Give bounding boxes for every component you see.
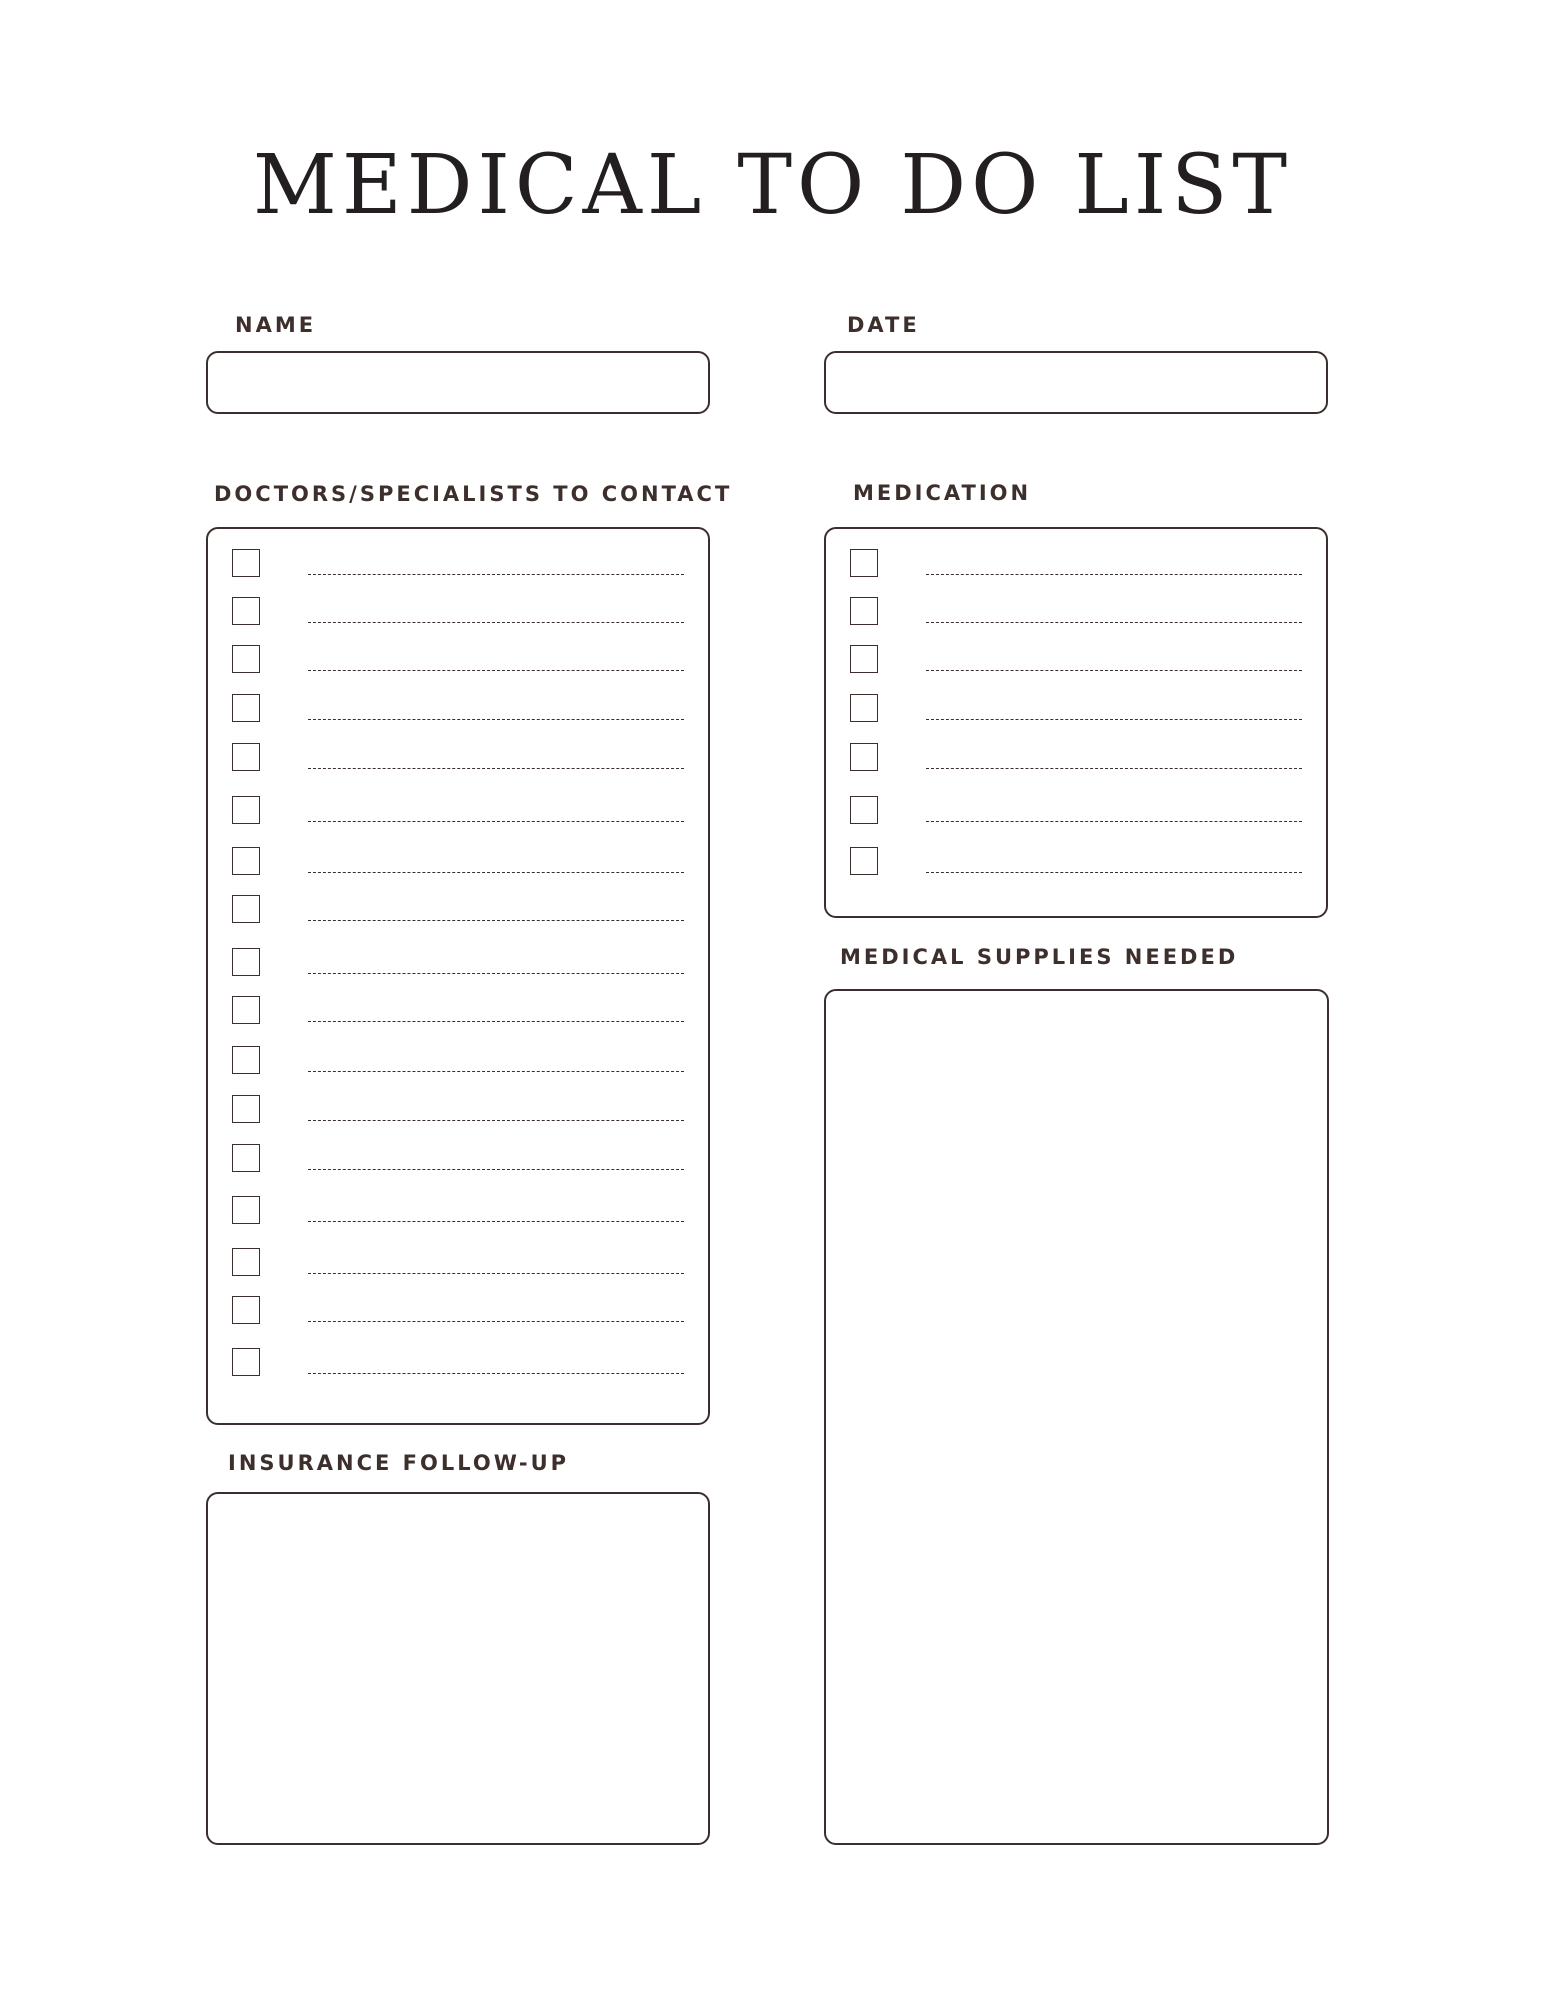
doctor-item-write-line[interactable] — [308, 872, 684, 873]
doctor-item-row — [208, 549, 708, 581]
doctor-item-checkbox[interactable] — [232, 1046, 260, 1074]
name-label: NAME — [235, 313, 317, 337]
doctor-item-write-line[interactable] — [308, 1120, 684, 1121]
doctor-item-row — [208, 796, 708, 828]
doctor-item-write-line[interactable] — [308, 973, 684, 974]
doctor-item-write-line[interactable] — [308, 622, 684, 623]
name-field[interactable] — [206, 351, 710, 414]
doctor-item-checkbox[interactable] — [232, 1296, 260, 1324]
doctor-item-row — [208, 597, 708, 629]
medication-item-checkbox[interactable] — [850, 743, 878, 771]
medication-item-checkbox[interactable] — [850, 796, 878, 824]
doctor-item-write-line[interactable] — [308, 821, 684, 822]
doctor-item-checkbox[interactable] — [232, 996, 260, 1024]
doctor-item-row — [208, 1348, 708, 1380]
medication-item-checkbox[interactable] — [850, 597, 878, 625]
doctor-item-row — [208, 1196, 708, 1228]
doctor-item-checkbox[interactable] — [232, 1348, 260, 1376]
doctor-item-write-line[interactable] — [308, 670, 684, 671]
doctor-item-write-line[interactable] — [308, 1021, 684, 1022]
doctor-item-write-line[interactable] — [308, 1071, 684, 1072]
medication-item-write-line[interactable] — [926, 821, 1302, 822]
doctor-item-row — [208, 996, 708, 1028]
medication-item-row — [826, 847, 1326, 879]
medication-item-write-line[interactable] — [926, 872, 1302, 873]
doctor-item-checkbox[interactable] — [232, 597, 260, 625]
doctor-item-row — [208, 1296, 708, 1328]
medication-item-checkbox[interactable] — [850, 847, 878, 875]
doctor-item-checkbox[interactable] — [232, 743, 260, 771]
doctor-item-checkbox[interactable] — [232, 1196, 260, 1224]
medication-item-checkbox[interactable] — [850, 645, 878, 673]
doctor-item-checkbox[interactable] — [232, 1095, 260, 1123]
doctor-item-checkbox[interactable] — [232, 1248, 260, 1276]
doctor-item-row — [208, 1095, 708, 1127]
doctor-item-row — [208, 895, 708, 927]
medication-item-row — [826, 796, 1326, 828]
medication-item-checkbox[interactable] — [850, 694, 878, 722]
doctor-item-checkbox[interactable] — [232, 645, 260, 673]
medication-item-write-line[interactable] — [926, 622, 1302, 623]
medication-item-checkbox[interactable] — [850, 549, 878, 577]
doctor-item-row — [208, 1248, 708, 1280]
medication-item-write-line[interactable] — [926, 670, 1302, 671]
medication-item-write-line[interactable] — [926, 574, 1302, 575]
doctor-item-row — [208, 645, 708, 677]
medication-item-row — [826, 597, 1326, 629]
doctor-item-row — [208, 694, 708, 726]
medication-item-row — [826, 645, 1326, 677]
page-title: MEDICAL TO DO LIST — [252, 138, 1293, 233]
medication-item-row — [826, 694, 1326, 726]
doctors-checklist-box — [206, 527, 710, 1425]
doctor-item-checkbox[interactable] — [232, 694, 260, 722]
doctor-item-checkbox[interactable] — [232, 895, 260, 923]
doctor-item-row — [208, 847, 708, 879]
medication-section-label: MEDICATION — [853, 481, 1032, 505]
doctor-item-checkbox[interactable] — [232, 1144, 260, 1172]
insurance-section-label: INSURANCE FOLLOW-UP — [228, 1451, 570, 1475]
doctor-item-write-line[interactable] — [308, 719, 684, 720]
doctor-item-write-line[interactable] — [308, 768, 684, 769]
doctor-item-write-line[interactable] — [308, 1321, 684, 1322]
date-field[interactable] — [824, 351, 1328, 414]
doctor-item-row — [208, 948, 708, 980]
doctor-item-write-line[interactable] — [308, 920, 684, 921]
doctor-item-checkbox[interactable] — [232, 796, 260, 824]
doctor-item-checkbox[interactable] — [232, 948, 260, 976]
doctor-item-row — [208, 1144, 708, 1176]
date-label: DATE — [847, 313, 920, 337]
medication-checklist-box — [824, 527, 1328, 918]
doctor-item-write-line[interactable] — [308, 1169, 684, 1170]
doctor-item-checkbox[interactable] — [232, 847, 260, 875]
doctor-item-write-line[interactable] — [308, 1373, 684, 1374]
medication-item-write-line[interactable] — [926, 768, 1302, 769]
doctor-item-write-line[interactable] — [308, 1273, 684, 1274]
doctor-item-write-line[interactable] — [308, 1221, 684, 1222]
doctor-item-row — [208, 743, 708, 775]
doctors-section-label: DOCTORS/SPECIALISTS TO CONTACT — [214, 482, 733, 506]
insurance-notes-box[interactable] — [206, 1492, 710, 1845]
medication-item-row — [826, 743, 1326, 775]
doctor-item-write-line[interactable] — [308, 574, 684, 575]
supplies-notes-box[interactable] — [824, 989, 1329, 1845]
medication-item-write-line[interactable] — [926, 719, 1302, 720]
doctor-item-row — [208, 1046, 708, 1078]
medication-item-row — [826, 549, 1326, 581]
supplies-section-label: MEDICAL SUPPLIES NEEDED — [840, 945, 1239, 969]
doctor-item-checkbox[interactable] — [232, 549, 260, 577]
